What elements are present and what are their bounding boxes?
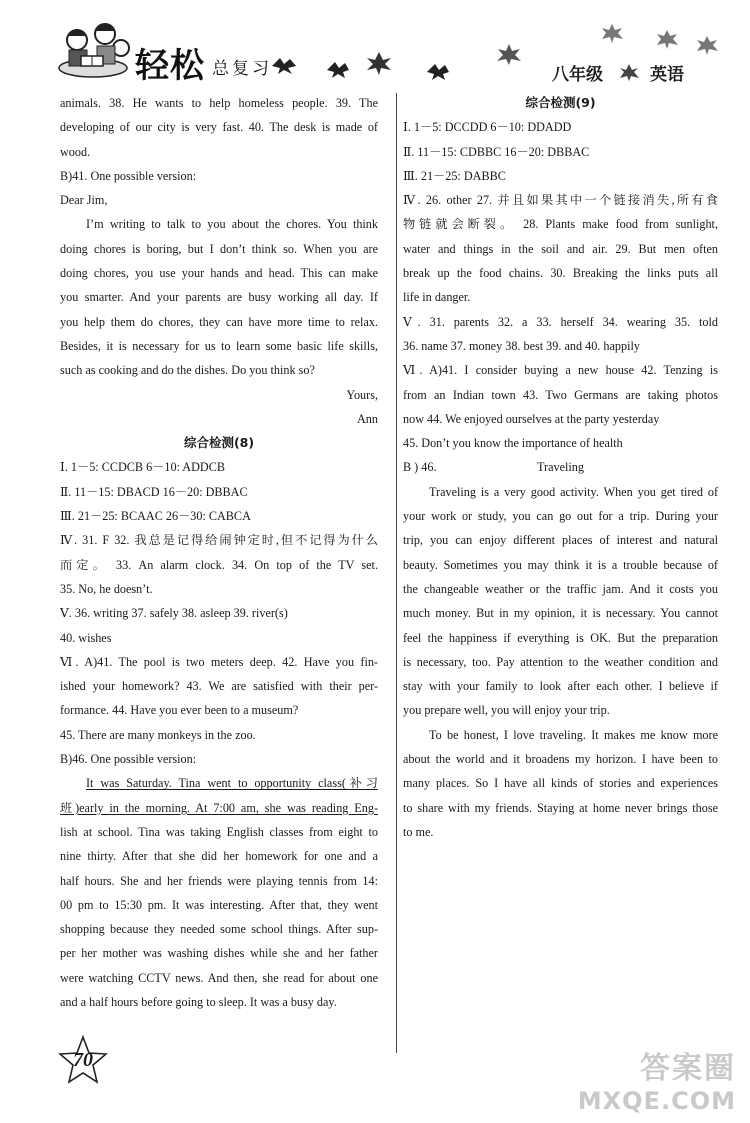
text-line: doing chores, you use your hands and head. This can make bbox=[60, 266, 378, 281]
text-line: 36. name 37. money 38. best 39. and 40. happily bbox=[403, 338, 640, 353]
text-line: ished your homework? 43. We are satisfied with their per- bbox=[60, 679, 378, 694]
text-line: Ⅱ. 11－15: DBACD 16－20: DBBAC bbox=[60, 484, 248, 499]
watermark bbox=[578, 1043, 736, 1115]
leaf-icon bbox=[270, 56, 298, 76]
text-line: to share with my friends. Staying at home never brings those bbox=[403, 800, 718, 815]
text-line: now 44. We enjoyed ourselves at the party yesterday bbox=[403, 411, 660, 426]
text-line: It was Saturday. Tina went to opportunity class(补习 bbox=[86, 776, 378, 791]
text-line: Ⅰ. 1－5: DCCDD 6－10: DDADD bbox=[403, 120, 572, 135]
text-line: about the world and it broadens my horizon. I have been to bbox=[403, 752, 718, 767]
left-column bbox=[60, 91, 378, 1014]
leaf-icon bbox=[695, 34, 719, 56]
text-line: many places. So I have all kinds of stories and experiences bbox=[403, 776, 718, 791]
book-title: 轻松 bbox=[135, 46, 205, 86]
text-line: Besides, it is necessary for us to learn some basic life skills, bbox=[60, 338, 378, 353]
text-line: water and things in the soil and air. 29. But men often bbox=[403, 241, 718, 256]
page-header bbox=[0, 0, 750, 95]
text-line: you help them do chores, they can have more time to relax. bbox=[60, 314, 378, 329]
text-line: Ⅴ. 36. writing 37. safely 38. asleep 39. river(s) bbox=[60, 606, 288, 621]
text-line: Ⅰ. 1－5: CCDCB 6－10: ADDCB bbox=[60, 460, 225, 475]
column-divider bbox=[396, 93, 397, 1053]
text-line: beauty. Sometimes you may think it is a trouble because of bbox=[403, 557, 718, 572]
leaf-icon bbox=[495, 42, 523, 66]
children-reading-illustration bbox=[55, 18, 135, 80]
leaf-icon bbox=[365, 50, 393, 76]
text-line: Ⅴ. 31. parents 32. a 33. herself 34. wearing 35. told bbox=[403, 314, 718, 329]
text-line: you prepare well, you will enjoy your trip. bbox=[403, 703, 610, 718]
text-line: Ⅵ. A)41. I consider buying a new house 42. Tenzing is bbox=[403, 363, 718, 378]
text-line: feel the happiness if everything is OK. But the preparation bbox=[403, 630, 718, 645]
text-line: 45. Don’t you know the importance of health bbox=[403, 436, 623, 451]
text-line: animals. 38. He wants to help homeless people. 39. The bbox=[60, 96, 378, 110]
text-line: such as cooking and do the dishes. Do you think so? bbox=[60, 363, 315, 378]
text-line: 物链就会断裂。 28. Plants make food from sunlight, bbox=[403, 217, 718, 232]
right-column bbox=[403, 91, 718, 844]
section-heading: 综合检测(8) bbox=[183, 435, 255, 451]
text-line: Ⅳ. 26. other 27. 并且如果其中一个链接消失,所有食 bbox=[403, 193, 718, 208]
leaf-icon bbox=[325, 60, 351, 80]
essay-title: Traveling bbox=[537, 460, 584, 475]
letter-signature: Ann bbox=[357, 411, 378, 426]
leaf-icon bbox=[618, 62, 640, 82]
text-line: B)41. One possible version: bbox=[60, 168, 197, 183]
section-heading: 综合检测(9) bbox=[525, 95, 596, 110]
text-line: Ⅲ. 21－25: BCAAC 26－30: CABCA bbox=[60, 509, 251, 524]
text-line: stay with your family to look after each other. I believe if bbox=[403, 679, 718, 694]
subject-label: 英语 bbox=[650, 65, 684, 85]
text-line: 40. wishes bbox=[60, 630, 112, 645]
watermark-text: 答案圈 bbox=[640, 1051, 736, 1086]
text-line: is necessary, too. Pay attention to the weather condition and bbox=[403, 654, 718, 669]
text-line: 00 pm to 15:30 pm. It was interesting. After that, they went bbox=[60, 897, 378, 912]
watermark-url: MXQE.COM bbox=[577, 1087, 736, 1115]
text-line: Ⅱ. 11－15: CDBBC 16－20: DBBAC bbox=[403, 144, 590, 159]
text-line: I’m writing to talk to you about the chores. You think bbox=[86, 217, 378, 232]
book-subtitle: 总复习 bbox=[212, 59, 272, 79]
text-line: your work or study, you can go out for a trip. During your bbox=[403, 509, 718, 524]
leaf-icon bbox=[600, 22, 624, 44]
page-number-text: 70 bbox=[73, 1048, 93, 1071]
text-line: shopping because they needed some school things. After sup- bbox=[60, 922, 378, 937]
text-line: 班)early in the morning. At 7:00 am, she was reading Eng- bbox=[60, 800, 378, 815]
text-line: break up the food chains. 30. Breaking the links puts all bbox=[403, 266, 718, 281]
text-line: 45. There are many monkeys in the zoo. bbox=[60, 727, 256, 742]
text-line: the changeable weather or the traffic jam. And it costs you bbox=[403, 581, 718, 596]
text-line: lish at school. Tina was taking English classes from eight to bbox=[60, 824, 378, 839]
page-number bbox=[58, 1035, 108, 1085]
leaf-icon bbox=[425, 62, 451, 82]
text-line: formance. 44. Have you ever been to a museum? bbox=[60, 703, 299, 718]
text-line: life in danger. bbox=[403, 290, 471, 305]
text-line: Dear Jim, bbox=[60, 193, 108, 208]
text-line: you smarter. And your parents are busy working all day. If bbox=[60, 290, 378, 305]
text-line: To be honest, I love traveling. It makes me know more bbox=[429, 727, 718, 742]
text-line bbox=[403, 455, 718, 479]
text-line: and a half hours before going to sleep. It was a busy day. bbox=[60, 994, 337, 1009]
text-line: to me. bbox=[403, 824, 434, 839]
text-line: Ⅲ. 21－25: DABBC bbox=[403, 168, 506, 183]
question-label: B ) 46. bbox=[403, 460, 437, 475]
letter-closing: Yours, bbox=[346, 387, 378, 402]
text-line: B)46. One possible version: bbox=[60, 752, 197, 767]
text-line: Ⅵ. A)41. The pool is two meters deep. 42. Have you fin- bbox=[60, 654, 378, 669]
text-line: 而定。 33. An alarm clock. 34. On top of the TV set. bbox=[60, 557, 378, 572]
text-line: developing of our city is very fast. 40. The desk is made of bbox=[60, 120, 378, 135]
text-line: much money. But in my opinion, it is necessary. You cannot bbox=[403, 606, 718, 621]
leaf-icon bbox=[655, 28, 679, 50]
text-line: from an Indian town 43. Two Germans are taking photos bbox=[403, 387, 718, 402]
text-line: trip, you can enjoy different places of interest and natural bbox=[403, 533, 718, 548]
text-line: Traveling is a very good activity. When you get tired of bbox=[429, 484, 718, 499]
text-line: doing chores is boring, but I don’t think so. When you are bbox=[60, 241, 378, 256]
text-line: half hours. She and her friends were playing tennis from 14: bbox=[60, 873, 378, 888]
text-line: Ⅳ. 31. F 32. 我总是记得给闹钟定时,但不记得为什么 bbox=[60, 533, 378, 548]
text-line: wood. bbox=[60, 144, 91, 159]
text-line: were watching CCTV news. And then, she read for about one bbox=[60, 970, 378, 985]
text-line: 35. No, he doesn’t. bbox=[60, 581, 153, 596]
grade-label: 八年级 bbox=[552, 65, 603, 85]
text-line: per her mother was washing dishes while she and her father bbox=[60, 946, 378, 961]
text-line: nine thirty. After that she did her homework for one and a bbox=[60, 849, 378, 864]
